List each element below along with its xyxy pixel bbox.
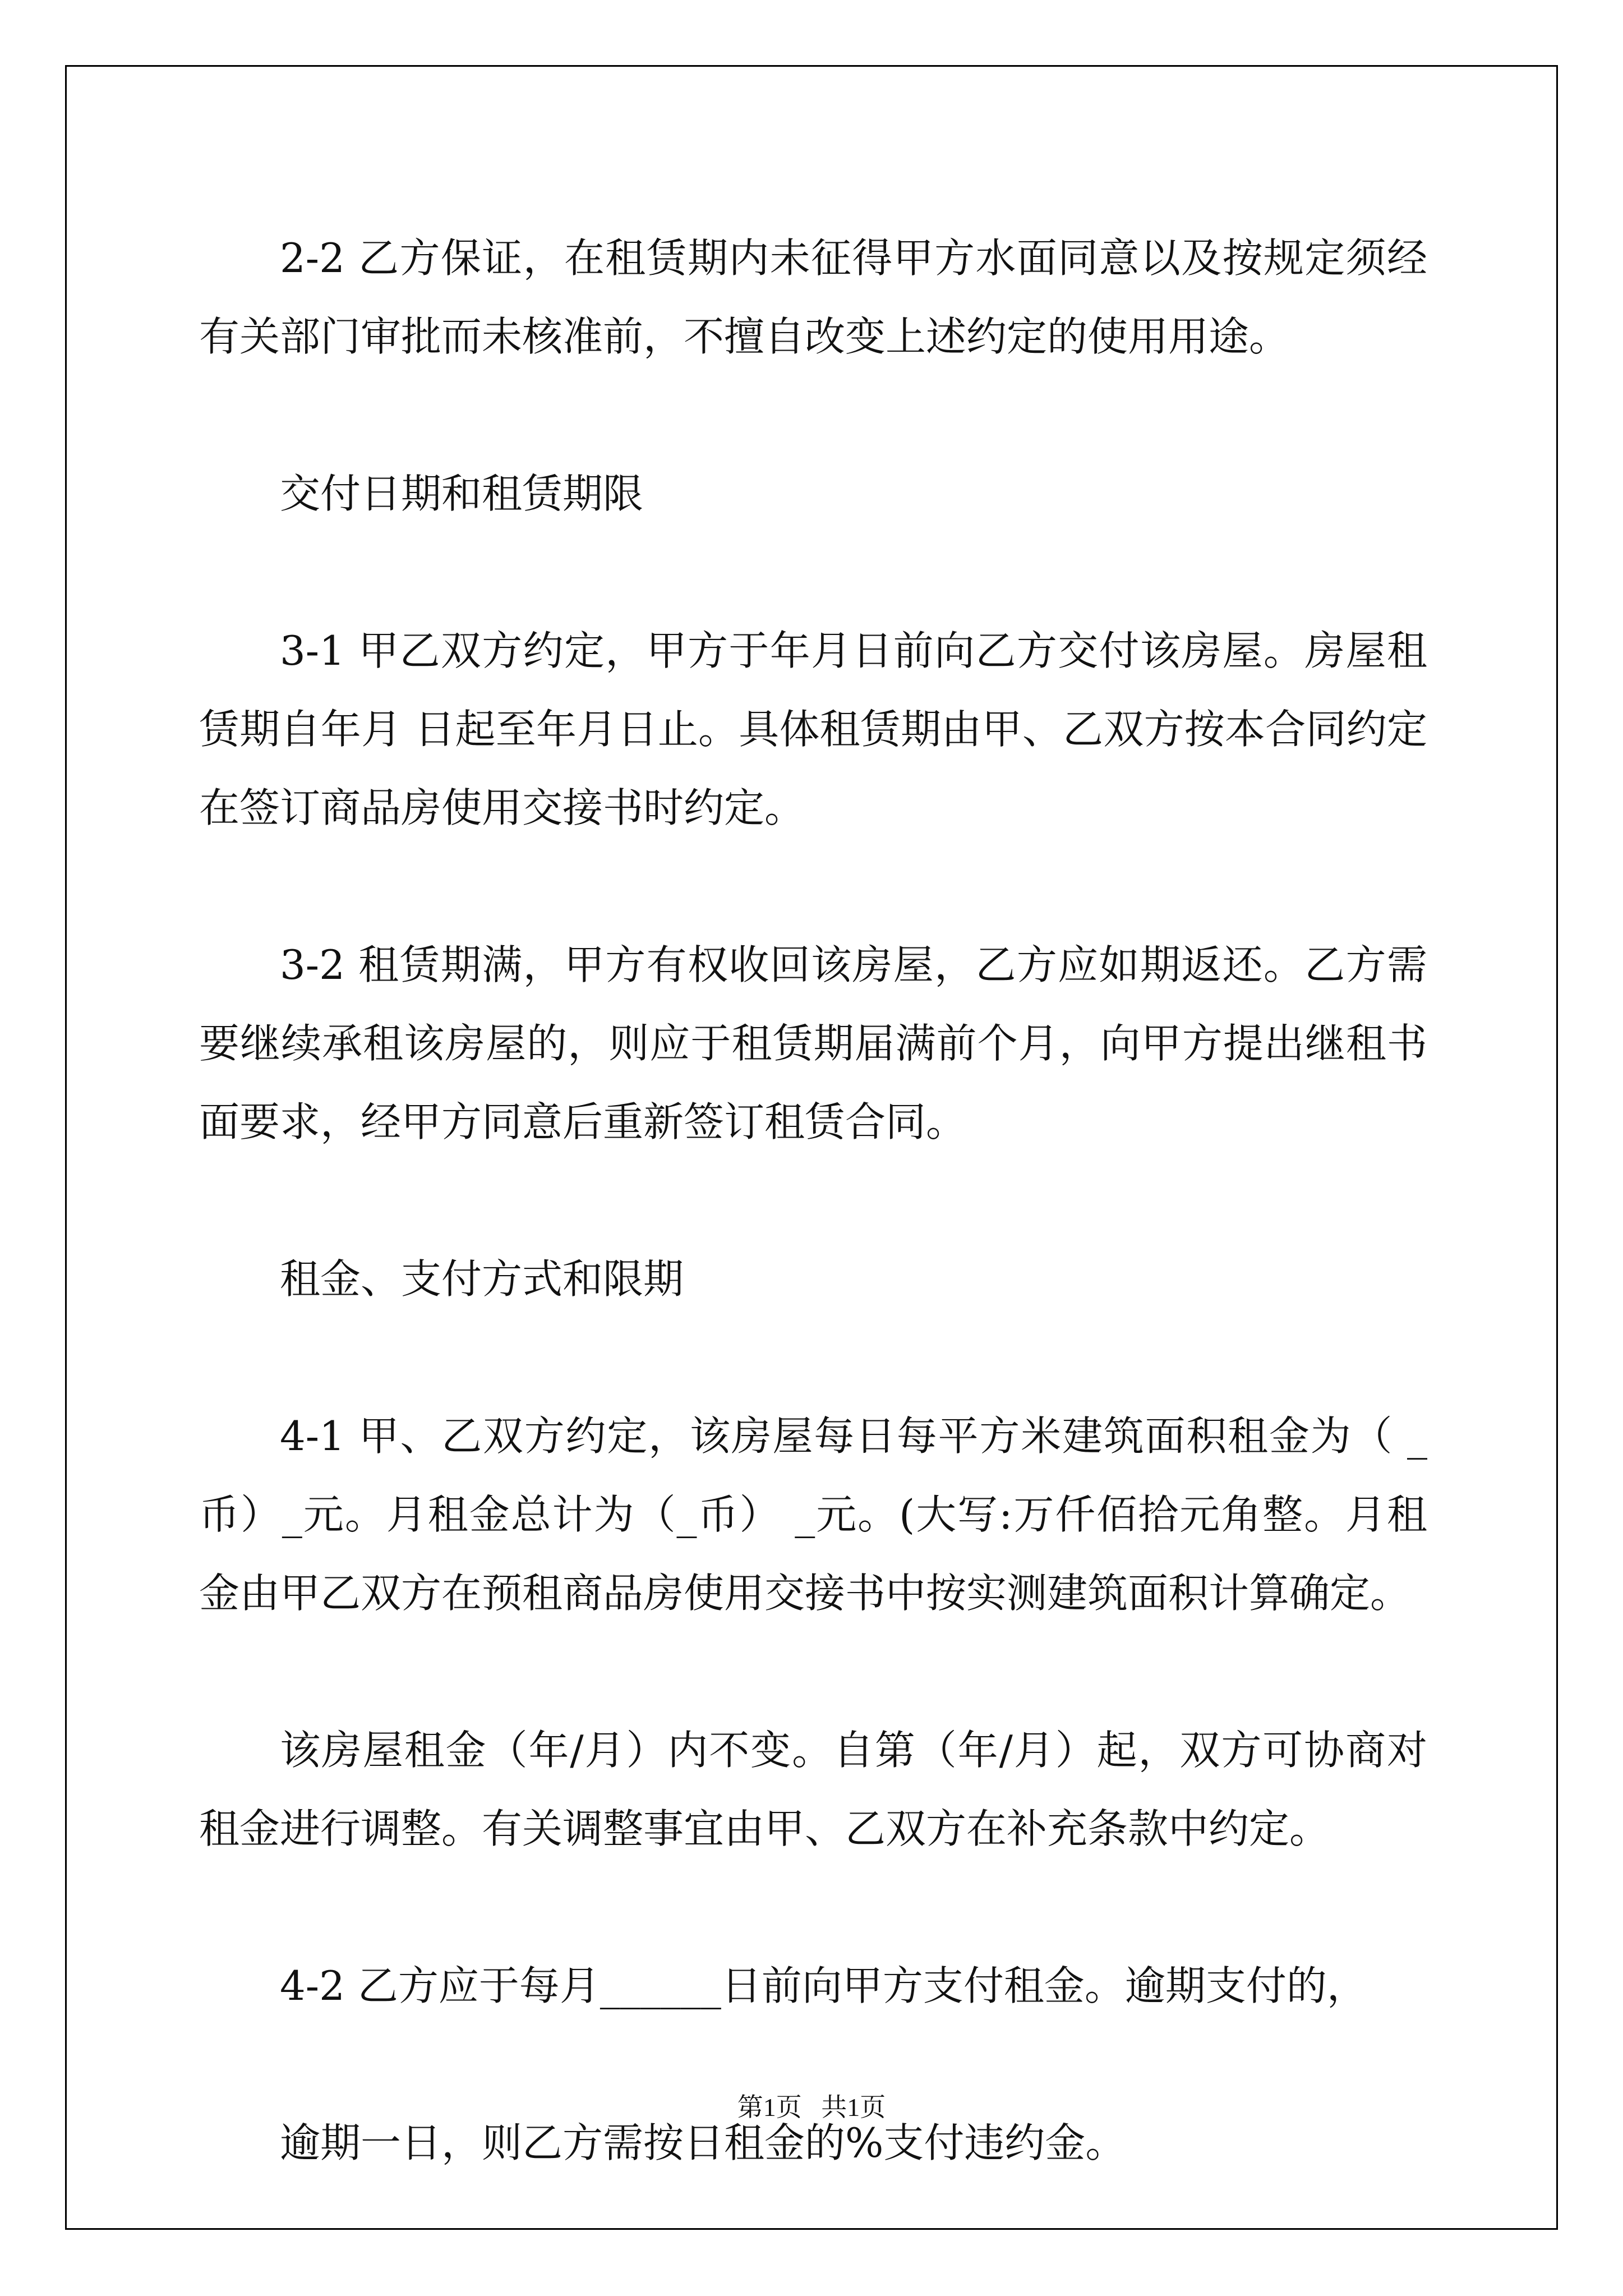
section-heading-rent: 租金、支付方式和限期: [280, 1255, 684, 1303]
clause-4-1: 4-1 甲、乙双方约定，该房屋每日每平方米建筑面积租金为（ _币）_元。月租金总计为（_币） _元。(大写:万仟佰拾元角整。月租金由甲乙双方在预租商品房使用交接书中按实测建筑面积计算确定。: [199, 1412, 1427, 1617]
clause-4-2: 4-2 乙方应于每月______日前向甲方支付租金。逾期支付的，: [280, 1962, 1367, 2009]
page-number-footer: 第1页 共1页: [737, 2093, 886, 2122]
rent-adjustment-paragraph: 该房屋租金（年/月）内不变。自第（年/月）起，双方可协商对租金进行调整。有关调整事宜由甲、乙双方在补充条款中约定。: [199, 1727, 1427, 1852]
clause-3-1: 3-1 甲乙双方约定，甲方于年月日前向乙方交付该房屋。房屋租赁期自年月 日起至年月日止。具体租赁期由甲、乙双方按本合同约定在签订商品房使用交接书时约定。: [199, 627, 1427, 831]
section-heading-delivery: 交付日期和租赁期限: [280, 470, 644, 517]
late-payment-paragraph: 逾期一日，则乙方需按日租金的%支付违约金。: [280, 2119, 1126, 2166]
document-body: [199, 219, 1427, 2182]
clause-3-2: 3-2 租赁期满，甲方有权收回该房屋，乙方应如期返还。乙方需要继续承租该房屋的，则应于租赁期届满前个月，向甲方提出继租书面要求，经甲方同意后重新签订租赁合同。: [199, 941, 1427, 1145]
clause-2-2: 2-2 乙方保证，在租赁期内未征得甲方水面同意以及按规定须经有关部门审批而未核准前，不擅自改变上述约定的使用用途。: [199, 234, 1427, 360]
